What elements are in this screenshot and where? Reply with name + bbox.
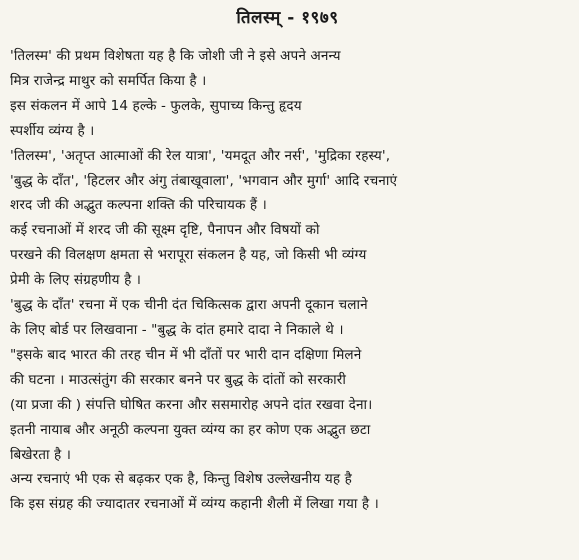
text-line: प्रेमी के लिए संग्रहणीय है ।	[10, 272, 142, 289]
text-line: मित्र राजेन्द्र माथुर को समर्पित किया है ।	[10, 72, 207, 89]
document-body	[10, 44, 565, 517]
text-line: इतनी नायाब और अनूठी कल्पना युक्त व्यंग्य का हर कोण एक अद्भुत छटा	[10, 421, 371, 438]
text-line: की घटना । माउत्संतुंग की सरकार बनने पर बुद्ध के दांतों को सरकारी	[10, 371, 346, 388]
text-line: शरद जी की अद्भुत कल्पना शक्ति की परिचायक हैं ।	[10, 197, 267, 214]
text-line: कई रचनाओं में शरद जी की सूक्ष्म दृष्टि, पैनापन और विषयों को	[10, 222, 320, 239]
text-line: बिखेरता है ।	[10, 446, 72, 463]
text-line: 'बुद्ध के दाँत' रचना में एक चीनी दंत चिकित्सक द्वारा अपनी दूकान चलाने	[10, 297, 368, 314]
text-line: अन्य रचनाएं भी एक से बढ़कर एक है, किन्तु विशेष उल्लेखनीय यह है	[10, 471, 352, 488]
text-line: परखने की विलक्षण क्षमता से भरापूरा संकलन है यह, जो किसी भी व्यंग्य	[10, 247, 367, 264]
text-line: के लिए बोर्ड पर लिखवाना - "बुद्ध के दांत हमारे दादा ने निकाले थे ।	[10, 321, 344, 338]
text-line: (या प्रजा की ) संपत्ति घोषित करना और ससमारोह अपने दांत रखवा देना।	[10, 396, 373, 413]
page-title: तिलस्म् - १९७९	[236, 8, 339, 28]
text-line: स्पर्शीय व्यंग्य है ।	[10, 122, 95, 139]
text-line: कि इस संग्रह की ज्यादातर रचनाओं में व्यंग्य कहानी शैली में लिखा गया है ।	[10, 496, 379, 513]
text-line: 'तिलस्म' की प्रथम विशेषता यह है कि जोशी जी ने इसे अपने अनन्य	[10, 48, 341, 64]
text-line: "इसके बाद भारत की तरह चीन में भी दाँतों पर भारी दान दक्षिणा मिलने	[10, 346, 362, 363]
text-line: 'बुद्ध के दाँत', 'हिटलर और अंगु तंबाखूवाला', 'भगवान और मुर्गा' आदि रचनाएं	[10, 172, 398, 189]
text-line: इस संकलन में आपे 14 हल्के - फुलके, सुपाच्य किन्तु हृदय	[10, 97, 302, 114]
text-line: 'तिलस्म', 'अतृप्त आत्माओं की रेल यात्रा', 'यमदूत और नर्स', 'मुद्रिका रहस्य',	[10, 147, 391, 164]
